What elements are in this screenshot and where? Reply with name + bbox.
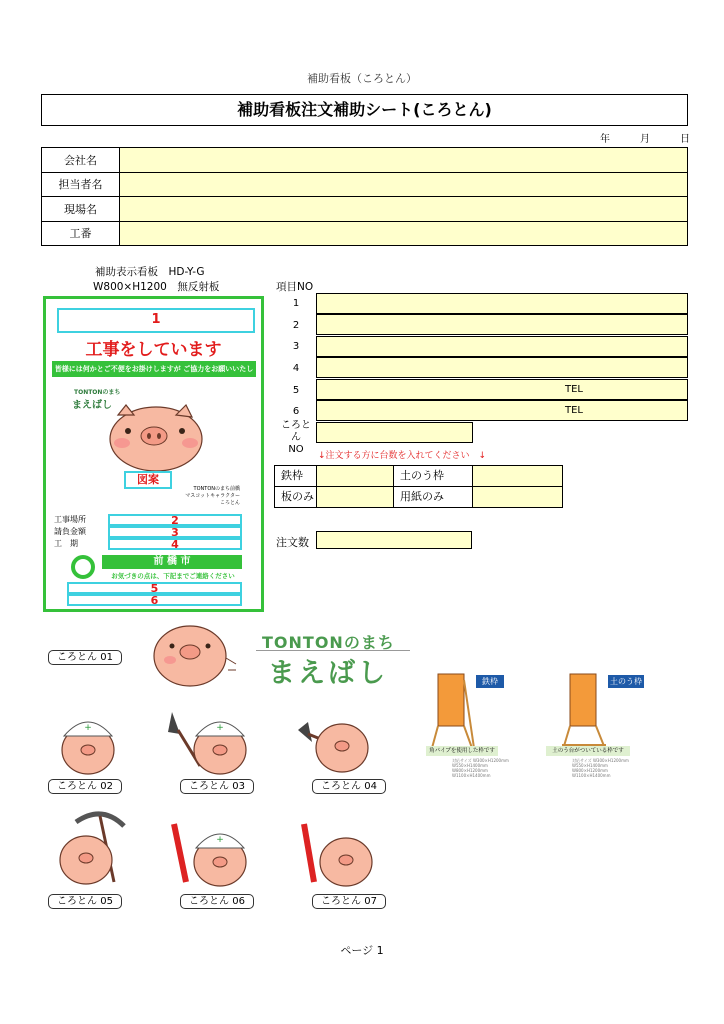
sign-field-3: 3 — [108, 526, 242, 538]
circle-mark-icon — [70, 554, 96, 580]
item-field-1[interactable] — [316, 293, 688, 314]
korotonno-label: ころとん NO — [281, 420, 311, 455]
job-number-label: 工番 — [42, 221, 120, 246]
sign-field-2: 2 — [108, 514, 242, 526]
svg-text:+: + — [216, 723, 224, 733]
tetsuwaku-qty[interactable] — [316, 465, 394, 487]
tetsuwaku-sizes: 対応サイズ W300×H1200mm W550×H1400mm W800×H1200mm W1100×H1400mm — [452, 758, 509, 778]
table-row — [42, 221, 688, 246]
table-row — [42, 148, 688, 173]
sign-city-name: 前 橋 市 — [102, 555, 242, 569]
svg-text:+: + — [84, 723, 92, 733]
donou-tag: 土のう枠 — [610, 677, 642, 686]
korotonn-05-image — [54, 808, 134, 888]
tetsuwaku-caption: 角パイプを使用した枠です — [426, 746, 498, 756]
date-month-label: 月 — [640, 134, 650, 145]
item-field-2[interactable] — [316, 314, 688, 335]
sign-city-small: まえばし — [72, 400, 112, 411]
svg-text:+: + — [216, 835, 224, 845]
item-no-header: 項目NO — [276, 281, 314, 293]
item-num: 2 — [292, 320, 300, 331]
page-number: ページ 1 — [340, 944, 384, 957]
sign-mascot-caption: TONTONのまち前橋 マスコットキャラクター ころとん — [185, 486, 240, 506]
sign-preview — [43, 296, 264, 612]
table-row — [42, 172, 688, 197]
character-label-05: ころとん 05 — [48, 894, 122, 909]
donou-label: 土のう枠 — [393, 465, 473, 487]
date-day-label: 日 — [680, 134, 690, 145]
item-num: 3 — [292, 341, 300, 352]
korotonn-07-image — [294, 818, 380, 890]
tetsuwaku-frame-image — [430, 670, 476, 750]
youshinomi-label: 用紙のみ — [393, 486, 473, 508]
info-table — [41, 147, 688, 246]
sign-field-5: 5 — [67, 582, 242, 594]
sign-row-labels: 工事場所 請負金額 工 期 — [54, 515, 86, 548]
korotonn-06-image — [164, 818, 254, 890]
donou-sizes: 対応サイズ W300×H1200mm W550×H1400mm W800×H1200mm W1100×H1400mm — [572, 758, 629, 778]
tel-label: TEL — [565, 384, 583, 395]
form-title: 補助看板注文補助シート(ころとん) — [41, 94, 688, 126]
running-title: 補助看板（ころとん） — [307, 72, 417, 85]
character-label-07: ころとん 07 — [312, 894, 386, 909]
korotonn-04-image — [294, 712, 374, 778]
sign-contact: お気づきの点は、下記までご連絡ください — [111, 572, 235, 580]
character-label-02: ころとん 02 — [48, 779, 122, 794]
tel-label: TEL — [565, 405, 583, 416]
table-row — [42, 197, 688, 222]
company-label: 会社名 — [42, 148, 120, 173]
date-year-label: 年 — [600, 134, 610, 145]
sign-field-4: 4 — [108, 538, 242, 550]
sign-headline: 工事をしています — [85, 340, 222, 360]
site-field[interactable] — [120, 197, 688, 222]
korotonn-01-image — [148, 618, 240, 690]
sign-model: 補助表示看板 HD-Y-G — [95, 266, 205, 278]
sign-field-6: 6 — [67, 594, 242, 606]
character-label-03: ころとん 03 — [180, 779, 254, 794]
order-count-field[interactable] — [316, 531, 472, 549]
sign-zuan: 図案 — [124, 471, 172, 489]
job-number-field[interactable] — [120, 221, 688, 246]
person-label: 担当者名 — [42, 172, 120, 197]
item-field-5[interactable] — [316, 379, 688, 400]
order-count-label: 注文数 — [276, 536, 309, 549]
sign-field-1: 1 — [57, 308, 255, 333]
donou-qty[interactable] — [472, 465, 563, 487]
sign-subline: 皆様には何かとご不便をお掛けしますが ご協力をお願いいたします — [52, 361, 256, 377]
donou-caption: 土のう台がついている枠です — [546, 746, 630, 756]
brand-logo-bottom: まえばし — [268, 658, 388, 689]
site-label: 現場名 — [42, 197, 120, 222]
item-field-4[interactable] — [316, 357, 688, 378]
item-num: 5 — [292, 385, 300, 396]
sign-brand-small: TONTONのまち — [74, 389, 121, 396]
korotonn-03-image — [164, 708, 254, 778]
item-field-6[interactable] — [316, 400, 688, 421]
itanomi-label: 板のみ — [274, 486, 317, 508]
tetsuwaku-label: 鉄枠 — [274, 465, 317, 487]
character-label-01: ころとん 01 — [48, 650, 122, 665]
company-field[interactable] — [120, 148, 688, 173]
date-labels — [600, 130, 690, 145]
item-num: 6 — [292, 406, 300, 417]
sign-size: W800×H1200 無反射板 — [93, 281, 220, 293]
tetsuwaku-tag: 鉄枠 — [476, 675, 504, 688]
brand-logo-top: TONTONのまち — [262, 633, 395, 652]
character-label-04: ころとん 04 — [312, 779, 386, 794]
person-field[interactable] — [120, 172, 688, 197]
youshinomi-qty[interactable] — [472, 486, 563, 508]
korotonno-field[interactable] — [316, 422, 473, 443]
item-field-3[interactable] — [316, 336, 688, 357]
sign-mascot-image — [104, 401, 214, 479]
character-label-06: ころとん 06 — [180, 894, 254, 909]
itanomi-qty[interactable] — [316, 486, 394, 508]
korotonn-02-image — [58, 708, 118, 778]
item-num: 4 — [292, 363, 300, 374]
donou-frame-image — [562, 670, 608, 750]
item-num: 1 — [292, 298, 300, 309]
order-note: ↓注文する方に台数を入れてください ↓ — [318, 451, 487, 461]
